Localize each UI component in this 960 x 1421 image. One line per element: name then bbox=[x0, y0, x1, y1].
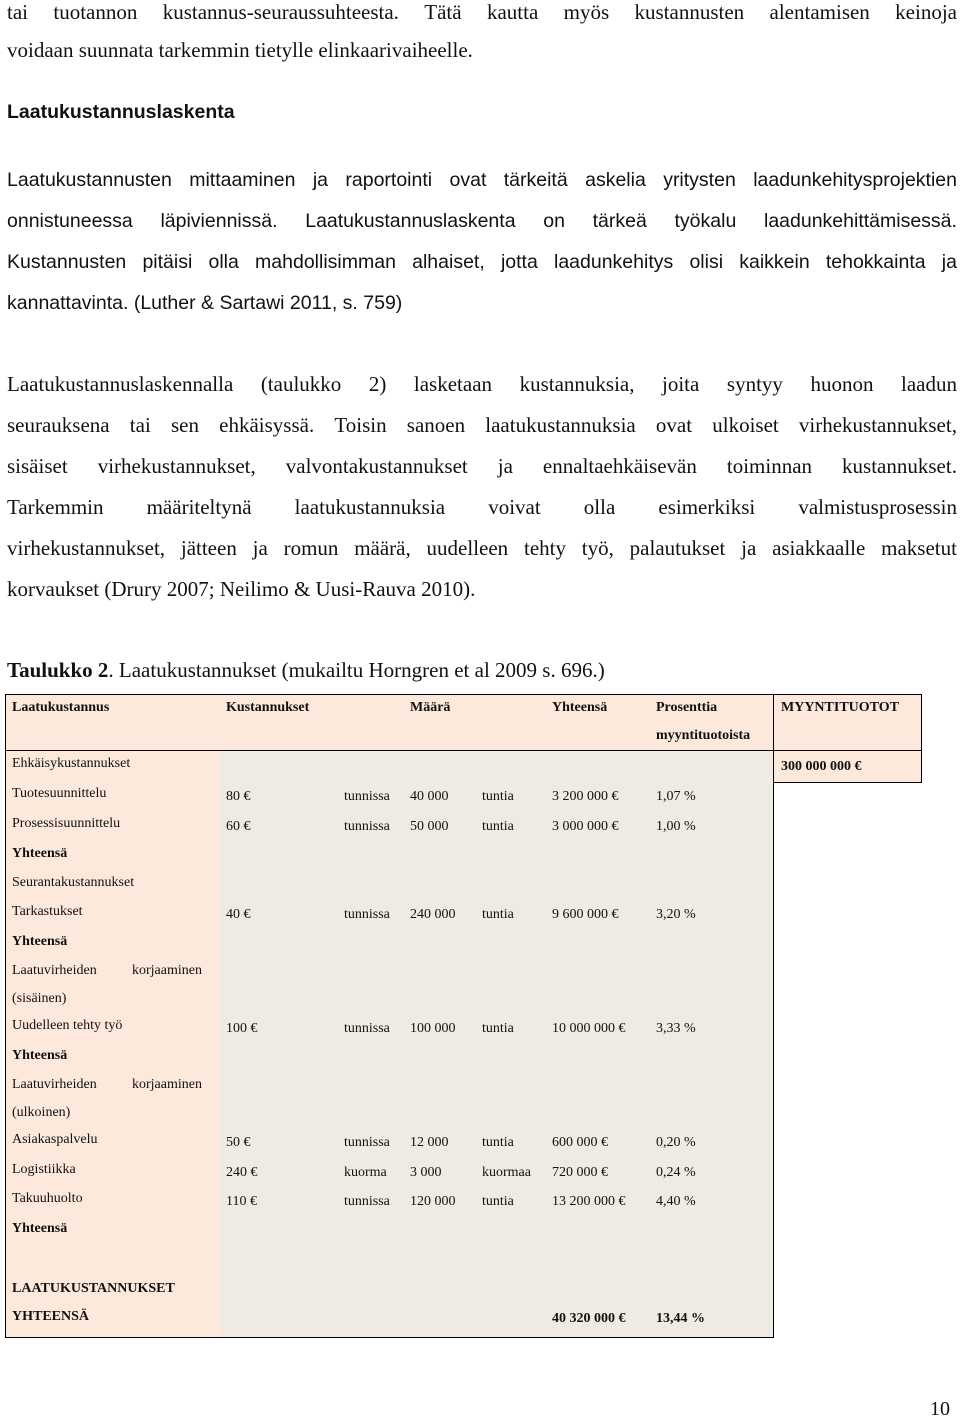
col-header-myyntituotot: MYYNTITUOTOT bbox=[781, 700, 899, 715]
word: laatukustannuksia bbox=[294, 495, 446, 519]
cell-price: 80 € bbox=[226, 789, 251, 804]
word: on bbox=[543, 210, 565, 232]
p2-line-6: korvaukset (Drury 2007; Neilimo & Uusi-Rauva 2010). bbox=[7, 577, 476, 601]
word: kustannuksia, bbox=[519, 372, 635, 396]
word: ovat bbox=[655, 413, 693, 437]
cell-amount: 12 000 bbox=[410, 1135, 449, 1150]
word: ja bbox=[252, 536, 268, 560]
cell-amount-unit: kuormaa bbox=[482, 1165, 531, 1180]
word: olisi bbox=[689, 251, 724, 273]
cell-unit: kuorma bbox=[344, 1165, 387, 1180]
word: valmistusprosessin bbox=[798, 495, 957, 519]
word: romun bbox=[283, 536, 339, 560]
word: tuotannon bbox=[53, 0, 138, 24]
row-label-laatukustannukset-total: LAATUKUSTANNUKSET bbox=[12, 1281, 175, 1296]
word: joita bbox=[662, 372, 700, 396]
word: laadun bbox=[901, 372, 957, 396]
col-header-laatukustannus: Laatukustannus bbox=[12, 700, 110, 715]
word: työkalu bbox=[674, 210, 737, 232]
cell-percent: 4,40 % bbox=[656, 1194, 696, 1209]
row-label-yhteensa: Yhteensä bbox=[12, 1221, 68, 1236]
row-label-seurantakustannukset: Seurantakustannukset bbox=[12, 875, 135, 890]
border bbox=[5, 750, 921, 751]
row-label-laatuvirheiden: Laatuvirheiden bbox=[12, 1077, 97, 1092]
cell-amount: 240 000 bbox=[410, 907, 456, 922]
word: esimerkiksi bbox=[658, 495, 756, 519]
word: laadunkehittämisessä. bbox=[764, 210, 957, 232]
word: Tätä bbox=[424, 0, 462, 24]
word: askelia bbox=[585, 169, 646, 191]
word: mahdollisimman bbox=[255, 251, 396, 273]
row-label-laatuvirheiden: Laatuvirheiden bbox=[12, 963, 97, 978]
cell-amount-unit: tuntia bbox=[482, 1021, 514, 1036]
cell-percent: 1,07 % bbox=[656, 789, 696, 804]
cell-total: 3 000 000 € bbox=[552, 819, 619, 834]
border bbox=[5, 694, 6, 1338]
word: ehkäisyssä. bbox=[219, 413, 315, 437]
word: olla bbox=[583, 495, 616, 519]
word: syntyy bbox=[726, 372, 783, 396]
cell-amount: 100 000 bbox=[410, 1021, 456, 1036]
cell-percent: 0,24 % bbox=[656, 1165, 696, 1180]
word: virhekustannukset, bbox=[7, 536, 166, 560]
word: voivat bbox=[488, 495, 541, 519]
word: laatukustannuksia bbox=[485, 413, 636, 437]
word: onnistuneessa bbox=[7, 210, 133, 232]
cell-amount-unit: tuntia bbox=[482, 819, 514, 834]
cell-price: 40 € bbox=[226, 907, 251, 922]
cell-price: 240 € bbox=[226, 1165, 258, 1180]
col-header-kustannukset: Kustannukset bbox=[226, 700, 310, 715]
word: laadunkehitys bbox=[554, 251, 674, 273]
word: raportointi bbox=[345, 169, 433, 191]
cell-amount-unit: tuntia bbox=[482, 789, 514, 804]
word: ja bbox=[741, 536, 757, 560]
word: virhekustannukset, bbox=[798, 413, 957, 437]
word: sanoen bbox=[406, 413, 466, 437]
p1-line-4: kannattavinta. (Luther & Sartawi 2011, s. 759) bbox=[7, 292, 403, 314]
caption-label: Taulukko 2 bbox=[7, 658, 109, 682]
cell-total: 13 200 000 € bbox=[552, 1194, 626, 1209]
word: pitäisi bbox=[142, 251, 193, 273]
word: valvontakustannukset bbox=[285, 454, 468, 478]
row-label-korjaaminen: korjaaminen bbox=[132, 963, 202, 978]
row-label-prosessisuunnittelu: Prosessisuunnittelu bbox=[12, 816, 121, 831]
row-label-uudelleen-tehty-tyo: Uudelleen tehty työ bbox=[12, 1018, 123, 1033]
word: lasketaan bbox=[413, 372, 493, 396]
word: maksetut bbox=[881, 536, 957, 560]
word: seurauksena bbox=[7, 413, 110, 437]
word: jätteen bbox=[180, 536, 237, 560]
cell-total: 10 000 000 € bbox=[552, 1021, 626, 1036]
cell-percent: 1,00 % bbox=[656, 819, 696, 834]
border bbox=[773, 694, 774, 1338]
row-label-asiakaspalvelu: Asiakaspalvelu bbox=[12, 1132, 98, 1147]
word: alhaiset, bbox=[412, 251, 485, 273]
word: kustannusten bbox=[634, 0, 745, 24]
intro-line-2: voidaan suunnata tarkemmin tietylle elinkaarivaiheelle. bbox=[7, 38, 473, 62]
word: Laatukustannuslaskennalla bbox=[7, 372, 234, 396]
cell-price: 50 € bbox=[226, 1135, 251, 1150]
word: ulkoiset bbox=[712, 413, 779, 437]
word: tärkeitä bbox=[503, 169, 568, 191]
word: ovat bbox=[449, 169, 487, 191]
cell-percent: 3,20 % bbox=[656, 907, 696, 922]
cell-total: 720 000 € bbox=[552, 1165, 608, 1180]
cell-unit: tunnissa bbox=[344, 819, 390, 834]
row-label-logistiikka: Logistiikka bbox=[12, 1162, 76, 1177]
cell-amount: 50 000 bbox=[410, 819, 449, 834]
word: ja bbox=[497, 454, 513, 478]
row-label-yhteensa: Yhteensä bbox=[12, 934, 68, 949]
word: Tarkemmin bbox=[7, 495, 104, 519]
col-header-prosenttia: Prosenttia bbox=[656, 700, 718, 715]
word: läpiviennissä. bbox=[160, 210, 278, 232]
word: palautukset bbox=[629, 536, 726, 560]
word: alentamisen bbox=[769, 0, 870, 24]
cell-price: 60 € bbox=[226, 819, 251, 834]
row-label-tarkastukset: Tarkastukset bbox=[12, 904, 83, 919]
cell-amount: 40 000 bbox=[410, 789, 449, 804]
word: virhekustannukset, bbox=[97, 454, 256, 478]
word: toiminnan bbox=[726, 454, 813, 478]
word: määrä, bbox=[354, 536, 411, 560]
row-label-ehkaisykustannukset: Ehkäisykustannukset bbox=[12, 756, 131, 771]
cell-amount-unit: tuntia bbox=[482, 1194, 514, 1209]
word: mittaaminen bbox=[189, 169, 296, 191]
word: (taulukko bbox=[260, 372, 342, 396]
border bbox=[773, 782, 921, 783]
body-fill bbox=[221, 750, 773, 1337]
word: ennaltaehkäisevän bbox=[542, 454, 697, 478]
border bbox=[5, 694, 921, 695]
word: yritysten bbox=[663, 169, 736, 191]
word: tai bbox=[129, 413, 151, 437]
cell-percent: 3,33 % bbox=[656, 1021, 696, 1036]
word: uudelleen bbox=[426, 536, 509, 560]
word: kustannukset. bbox=[842, 454, 957, 478]
cell-amount-unit: tuntia bbox=[482, 1135, 514, 1150]
word: kustannus-seuraussuhteesta. bbox=[162, 0, 399, 24]
word: sisäiset bbox=[7, 454, 68, 478]
word: tehty bbox=[523, 536, 566, 560]
word: tai bbox=[7, 0, 28, 24]
word: Laatukustannuslaskenta bbox=[305, 210, 516, 232]
cell-unit: tunnissa bbox=[344, 1194, 390, 1209]
cell-price: 100 € bbox=[226, 1021, 258, 1036]
cell-amount: 3 000 bbox=[410, 1165, 442, 1180]
word: kautta bbox=[486, 0, 539, 24]
cell-total: 3 200 000 € bbox=[552, 789, 619, 804]
row-label-ulkoinen: (ulkoinen) bbox=[12, 1105, 71, 1120]
row-label-yhteensa-total: YHTEENSÄ bbox=[12, 1309, 90, 1324]
col-header-maara: Määrä bbox=[410, 700, 451, 715]
word: tärkeä bbox=[592, 210, 647, 232]
caption-text: . Laatukustannukset (mukailtu Horngren et al 2009 s. 696.) bbox=[108, 658, 605, 682]
row-label-yhteensa: Yhteensä bbox=[12, 846, 68, 861]
word: laadunkehitysprojektien bbox=[753, 169, 957, 191]
cell-total: 9 600 000 € bbox=[552, 907, 619, 922]
border bbox=[921, 694, 922, 783]
word: asiakkaalle bbox=[772, 536, 866, 560]
row-label-takuuhuolto: Takuuhuolto bbox=[12, 1191, 83, 1206]
word: ja bbox=[312, 169, 328, 191]
cell-amount: 120 000 bbox=[410, 1194, 456, 1209]
cell-total: 600 000 € bbox=[552, 1135, 608, 1150]
col-header-prosenttia-2: myyntituotoista bbox=[656, 728, 751, 743]
cell-unit: tunnissa bbox=[344, 1021, 390, 1036]
word: työ, bbox=[581, 536, 614, 560]
word: myös bbox=[563, 0, 610, 24]
cell-unit: tunnissa bbox=[344, 1135, 390, 1150]
word: ja bbox=[941, 251, 957, 273]
col-header-yhteensa: Yhteensä bbox=[552, 700, 608, 715]
cell-amount-unit: tuntia bbox=[482, 907, 514, 922]
word: Kustannusten bbox=[7, 251, 127, 273]
page-number: 10 bbox=[930, 1398, 950, 1420]
row-label-tuotesuunnittelu: Tuotesuunnittelu bbox=[12, 786, 107, 801]
row-label-korjaaminen: korjaaminen bbox=[132, 1077, 202, 1092]
border bbox=[5, 1337, 773, 1338]
word: olla bbox=[208, 251, 239, 273]
word: huonon bbox=[810, 372, 874, 396]
word: jotta bbox=[500, 251, 538, 273]
row-label-sisainen: (sisäinen) bbox=[12, 991, 67, 1006]
word: tehokkainta bbox=[825, 251, 926, 273]
grand-total-value: 40 320 000 € bbox=[552, 1311, 626, 1326]
cell-unit: tunnissa bbox=[344, 907, 390, 922]
row-label-yhteensa: Yhteensä bbox=[12, 1048, 68, 1063]
word: sen bbox=[170, 413, 199, 437]
word: keinoja bbox=[895, 0, 957, 24]
cell-percent: 0,20 % bbox=[656, 1135, 696, 1150]
word: Toisin bbox=[334, 413, 387, 437]
word: 2) bbox=[368, 372, 387, 396]
cell-price: 110 € bbox=[226, 1194, 257, 1209]
word: Laatukustannusten bbox=[7, 169, 172, 191]
sales-total-value: 300 000 000 € bbox=[781, 759, 862, 774]
section-heading: Laatukustannuslaskenta bbox=[7, 101, 235, 123]
grand-total-percent: 13,44 % bbox=[656, 1311, 705, 1326]
word: kaikkein bbox=[739, 251, 810, 273]
cell-unit: tunnissa bbox=[344, 789, 390, 804]
word: määriteltynä bbox=[146, 495, 252, 519]
